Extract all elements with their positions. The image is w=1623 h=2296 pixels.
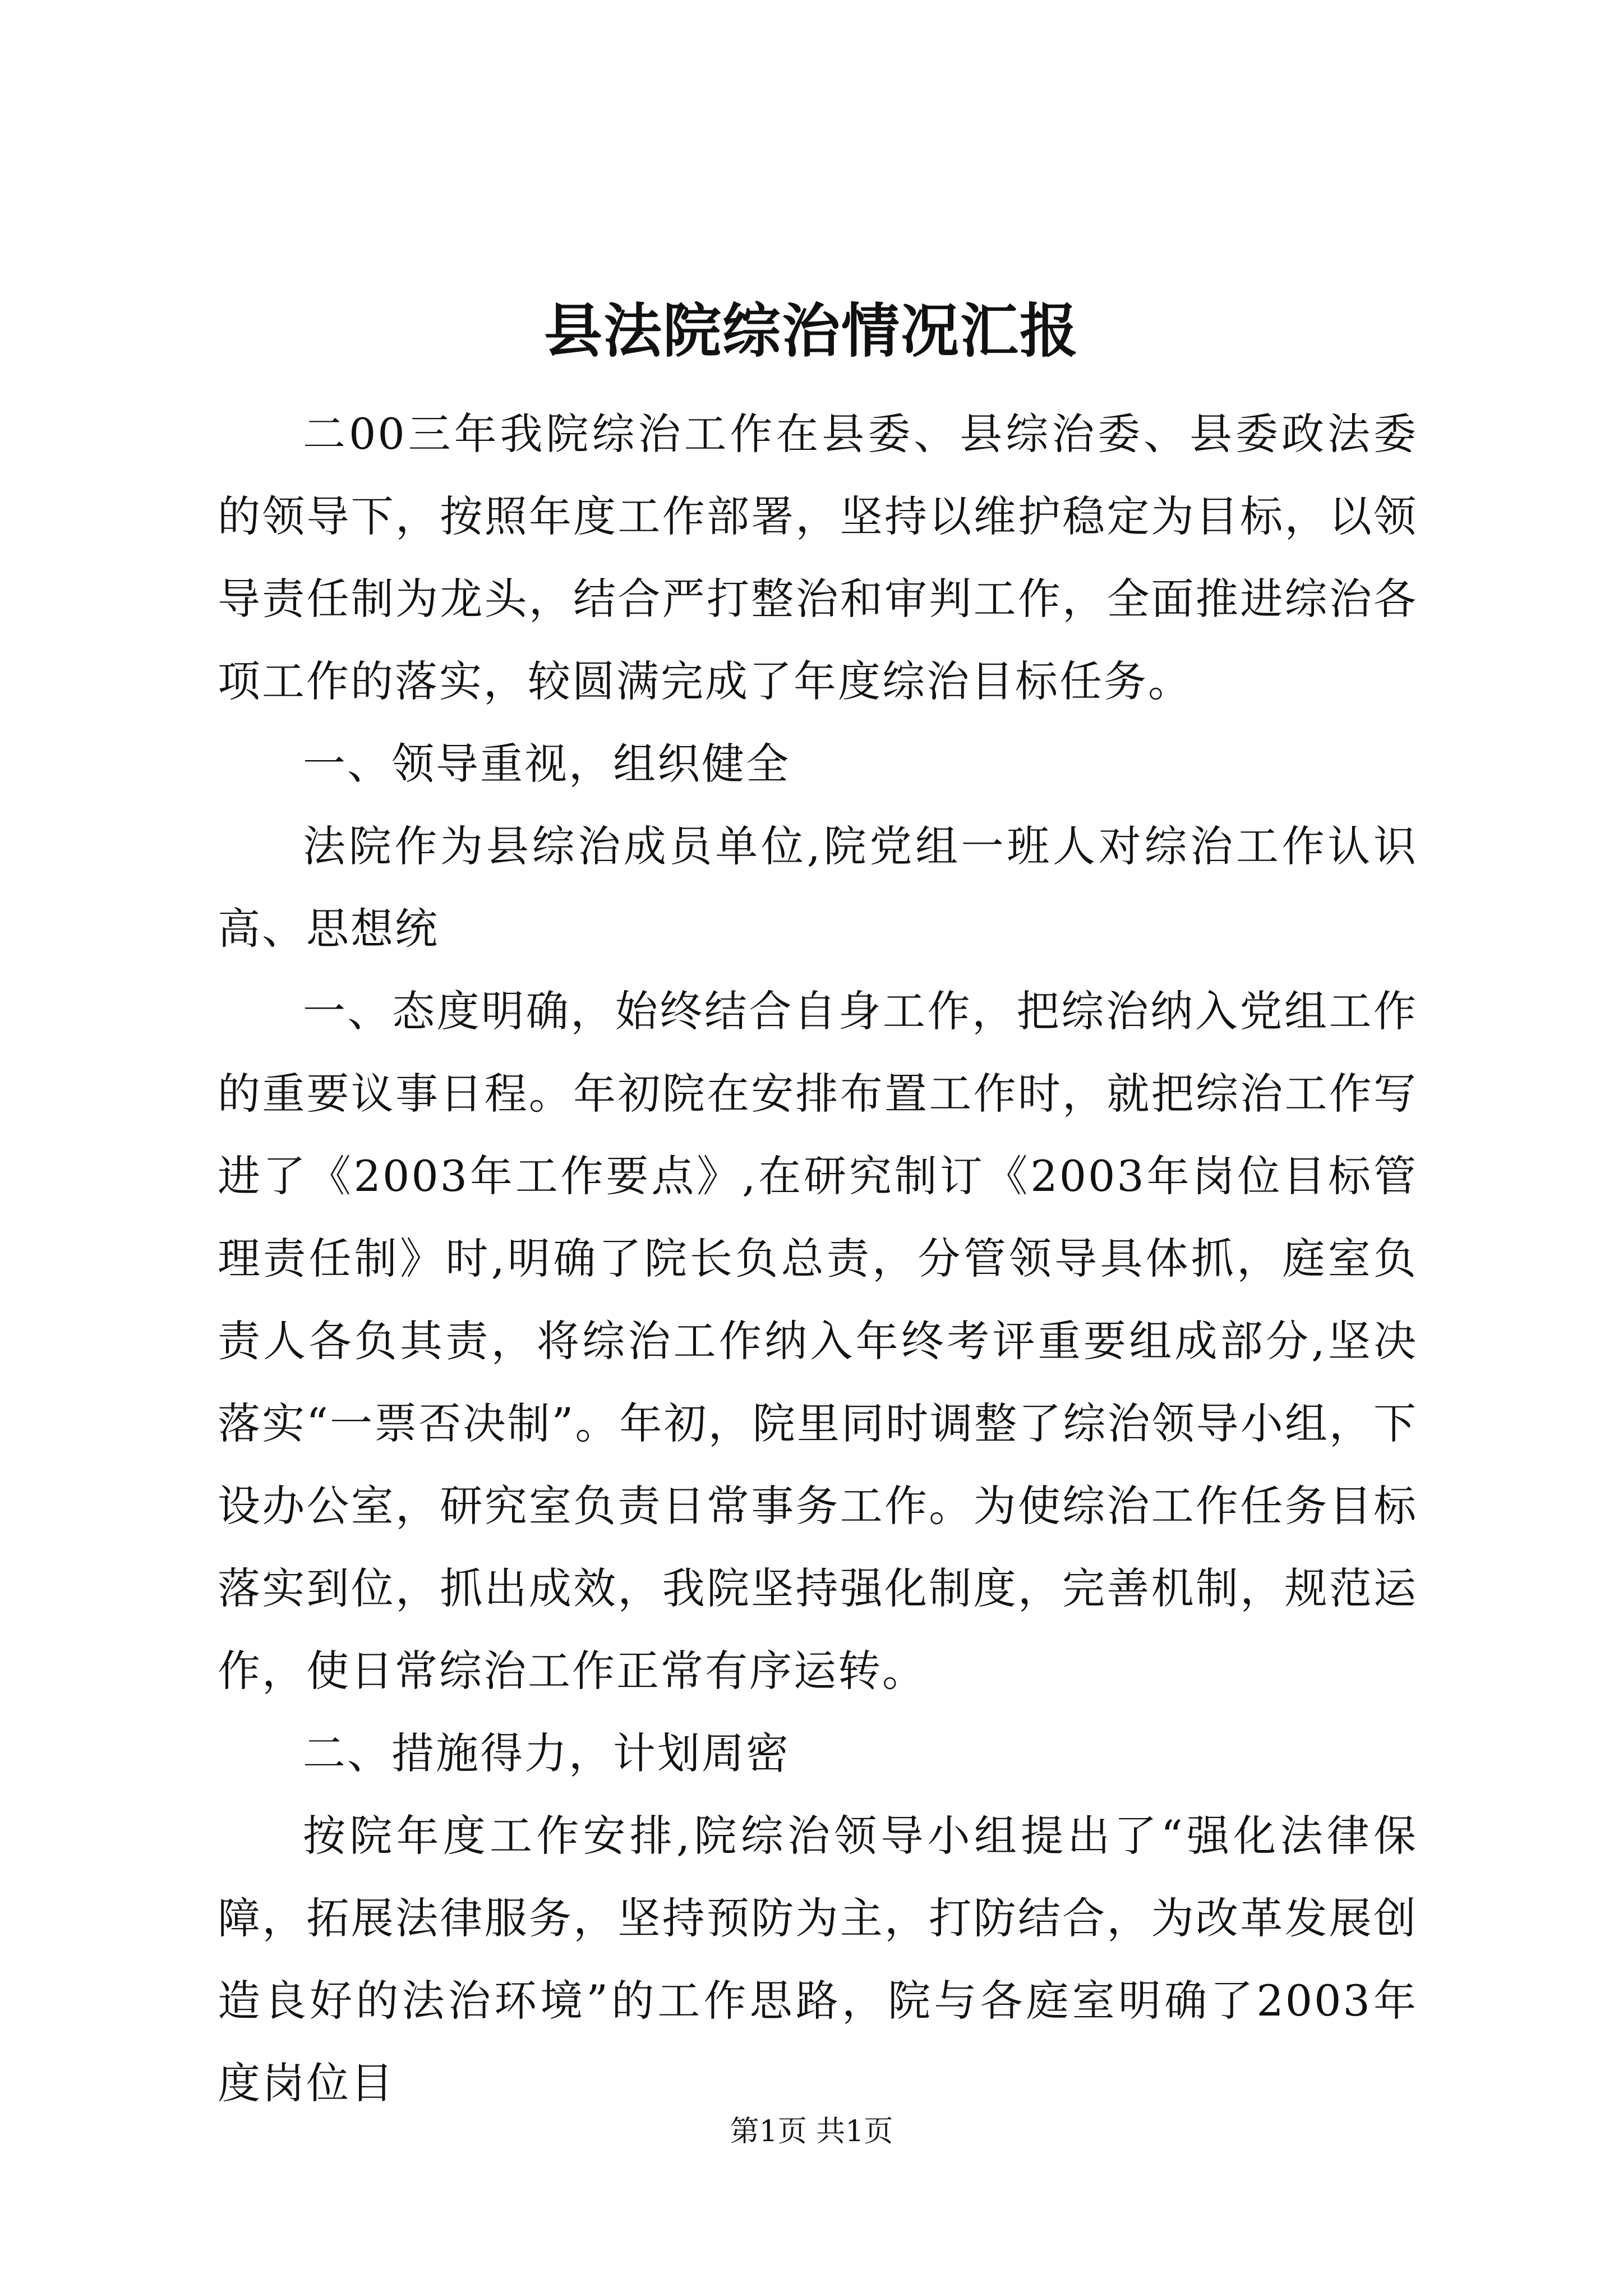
- paragraph-intro: 二00三年我院综治工作在县委、县综治委、县委政法委的领导下，按照年度工作部署，坚持以维护稳定为目标，以领导责任制为龙头，结合严打整治和审判工作，全面推进综治各项工作的落实，较圆满完成了年度综治目标任务。: [218, 409, 1418, 706]
- paragraph-1: 法院作为县综治成员单位,院党组一班人对综治工作认识高、思想统: [218, 821, 1418, 954]
- paragraph-3: 按院年度工作安排,院综治领导小组提出了“强化法律保障，拓展法律服务，坚持预防为主，打防结合，为改革发展创造良好的法治环境”的工作思路，院与各庭室明确了2003年度岗位目: [218, 1811, 1418, 2108]
- document-title: 县法院综治情况汇报: [543, 296, 1079, 365]
- document-body: [218, 393, 1418, 2124]
- section-heading-2: 二、措施得力，计划周密: [303, 1728, 790, 1778]
- section-heading-1: 一、领导重视，组织健全: [303, 739, 790, 789]
- paragraph-2: 一、态度明确，始终结合自身工作，把综治纳入党组工作的重要议事日程。年初院在安排布置工作时，就把综治工作写进了《2003年工作要点》,在研究制订《2003年岗位目标管理责任制》时,明确了院长负总责，分管领导具体抓，庭室负责人各负其责，将综治工作纳入年终考评重要组成部分,坚决落实“一票否决制”。年初，院里同时调整了综治领导小组，下设办公室，研究室负责日常事务工作。为使综治工作任务目标落实到位，抓出成效，我院坚持强化制度，完善机制，规范运作，使日常综治工作正常有序运转。: [218, 986, 1418, 1696]
- page-footer: 第1页 共1页: [730, 2115, 893, 2148]
